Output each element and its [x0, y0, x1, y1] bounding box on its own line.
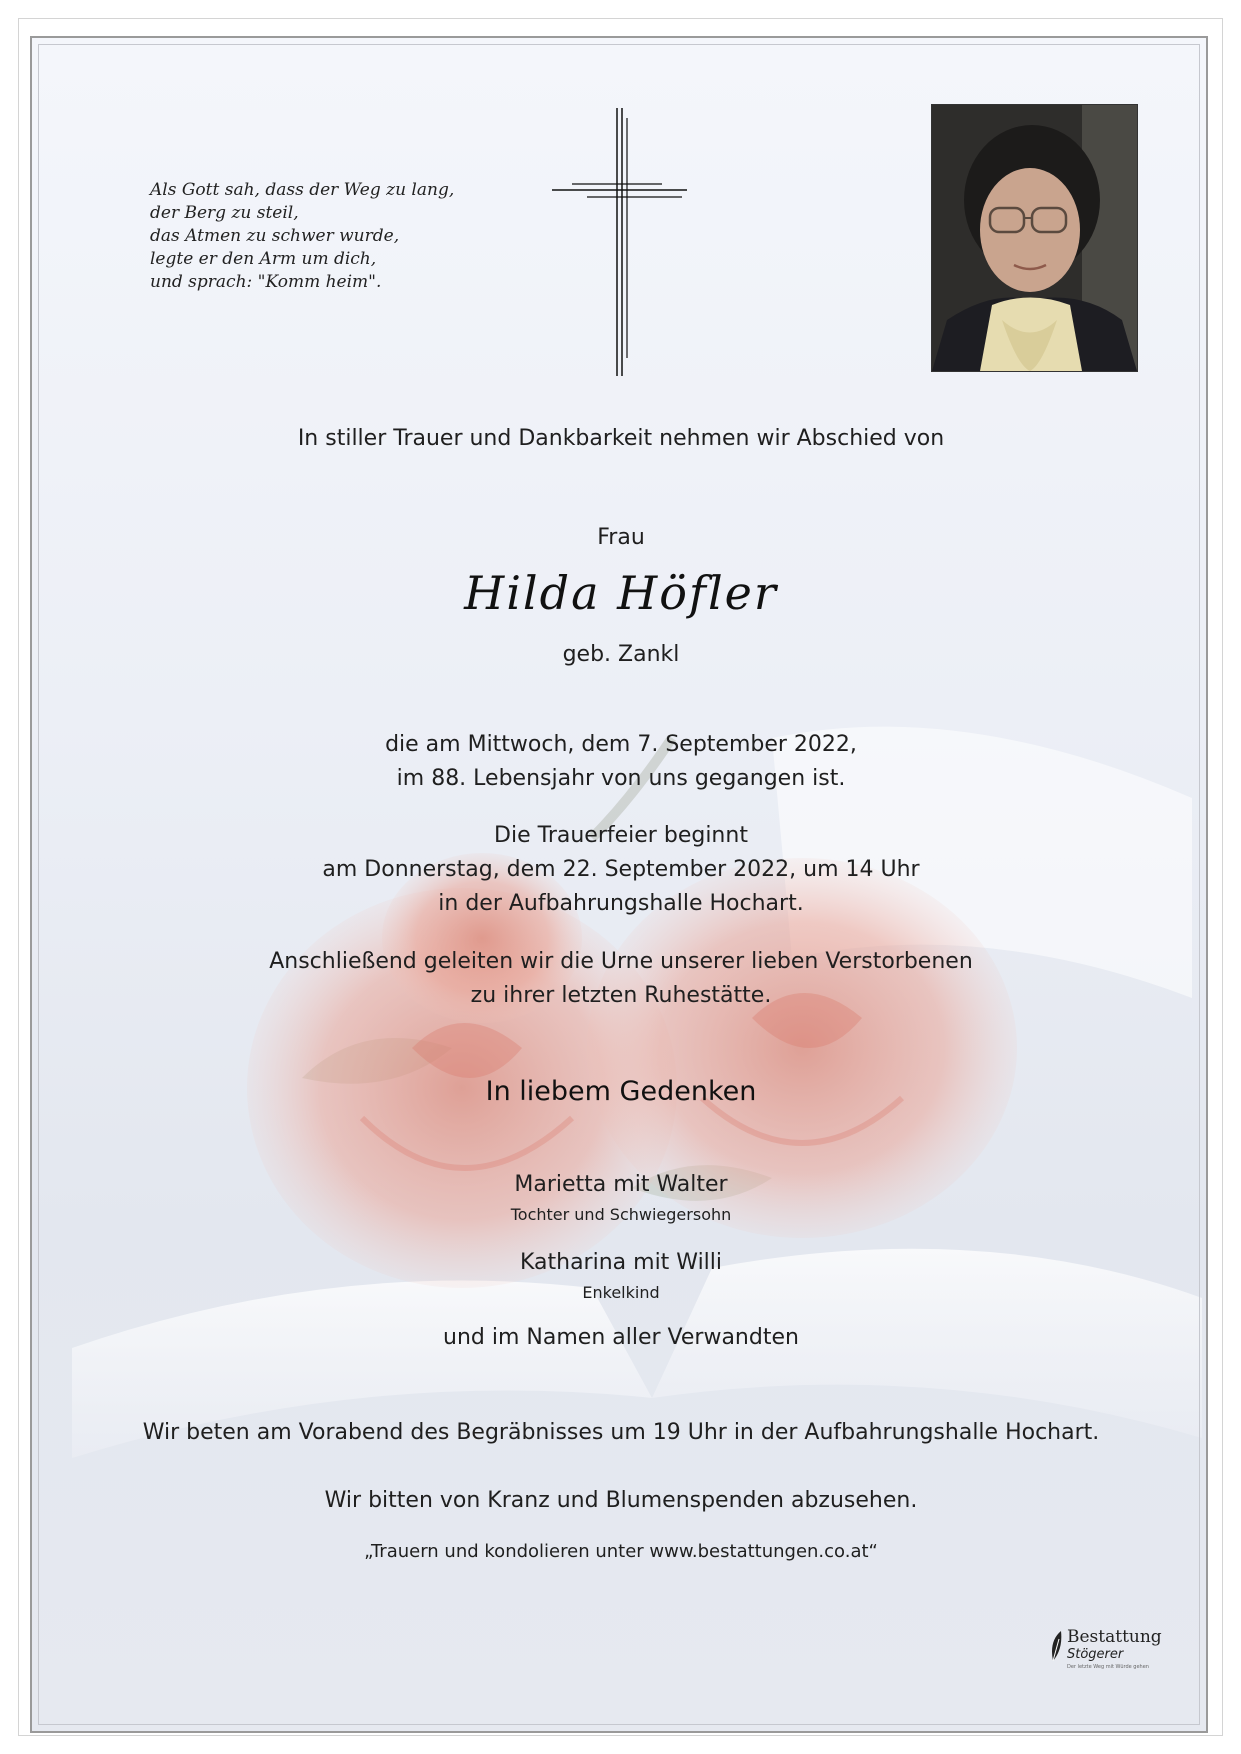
flowers-line: Wir bitten von Kranz und Blumenspenden abzusehen. — [324, 1488, 918, 1513]
birth-name: geb. Zankl — [562, 642, 680, 667]
poem-line: legte er den Arm um dich, — [150, 249, 377, 269]
deceased-name: Hilda Höfler — [464, 566, 778, 620]
funeral-home-logo — [1047, 1625, 1167, 1675]
ceremony-line-1: Die Trauerfeier beginnt — [494, 823, 748, 848]
death-line-1: die am Mittwoch, dem 7. September 2022, — [385, 732, 857, 757]
obituary-card — [30, 36, 1208, 1733]
burial-line-1: Anschließend geleiten wir die Urne unserer lieben Verstorbenen — [269, 949, 973, 974]
poem — [150, 179, 510, 294]
portrait-photo — [931, 104, 1138, 372]
intro-text: In stiller Trauer und Dankbarkeit nehmen wir Abschied von — [297, 426, 945, 451]
mourner-relation: Enkelkind — [582, 1283, 660, 1302]
poem-line: das Atmen zu schwer wurde, — [150, 226, 400, 246]
logo-line-2: Stögerer — [1067, 1647, 1124, 1662]
mourner-name: Katharina mit Willi — [519, 1250, 723, 1275]
death-line-2: im 88. Lebensjahr von uns gegangen ist. — [396, 766, 846, 791]
feather-icon — [1047, 1629, 1065, 1665]
logo-tagline: Der letzte Weg mit Würde gehen — [1067, 1664, 1149, 1670]
prayer-line: Wir beten am Vorabend des Begräbnisses um 19 Uhr in der Aufbahrungshalle Hochart. — [142, 1420, 1100, 1445]
memorial-heading: In liebem Gedenken — [485, 1076, 757, 1107]
salutation: Frau — [597, 525, 645, 550]
logo-line-1: Bestattung — [1067, 1627, 1162, 1647]
ceremony-line-3: in der Aufbahrungshalle Hochart. — [438, 891, 804, 916]
mourner-relation: Tochter und Schwiegersohn — [510, 1205, 732, 1224]
condolence-line: „Trauern und kondolieren unter www.bestattungen.co.at“ — [364, 1541, 878, 1562]
poem-line: und sprach: "Komm heim". — [150, 272, 382, 292]
burial-line-2: zu ihrer letzten Ruhestätte. — [470, 983, 772, 1008]
poem-line: Als Gott sah, dass der Weg zu lang, — [150, 180, 455, 200]
ceremony-line-2: am Donnerstag, dem 22. September 2022, um 14 Uhr — [322, 857, 920, 882]
latin-cross-icon — [552, 108, 692, 378]
relatives-line: und im Namen aller Verwandten — [443, 1325, 799, 1350]
mourner-name: Marietta mit Walter — [514, 1172, 728, 1197]
poem-line: der Berg zu steil, — [150, 203, 299, 223]
